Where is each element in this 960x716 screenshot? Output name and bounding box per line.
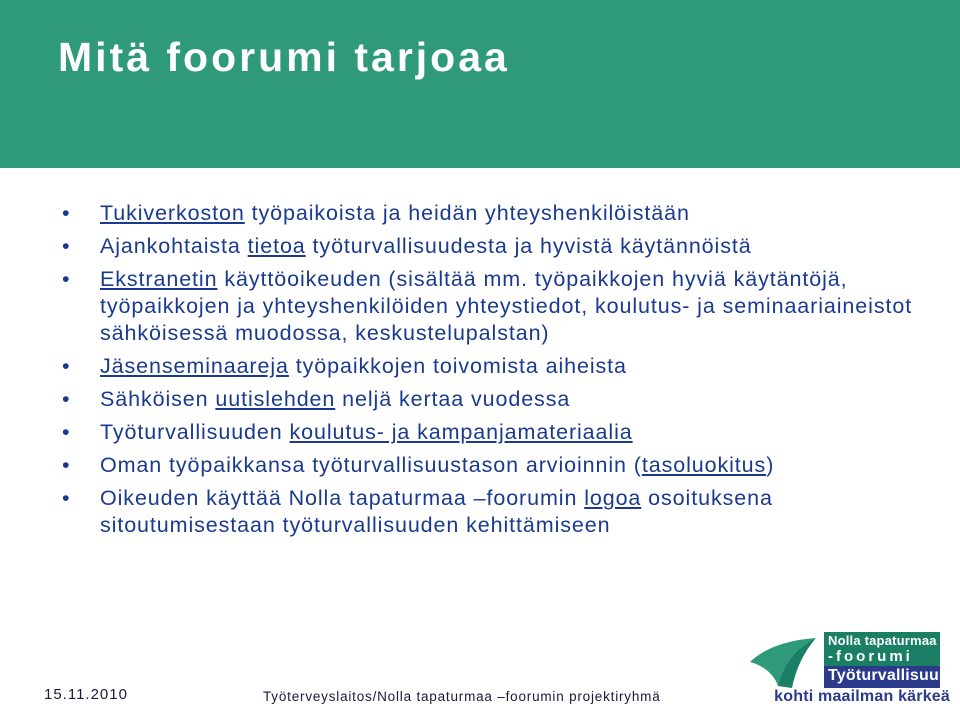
- bullet-text: Työturvallisuuden: [100, 420, 290, 444]
- bullet-link[interactable]: Ekstranetin: [100, 267, 218, 291]
- bullet-text: työturvallisuudesta ja hyvistä käytännöistä: [305, 234, 752, 258]
- bullet-text: Ajankohtaista: [100, 234, 248, 258]
- bullet-text: Oman työpaikkansa työturvallisuustason arvioinnin (: [100, 453, 642, 477]
- title-banner: [0, 0, 960, 168]
- bullet-link[interactable]: koulutus- ja kampanjamateriaalia: [289, 420, 633, 444]
- bullet-dot-icon: •: [62, 201, 71, 225]
- logo-safety-badge: [824, 666, 949, 688]
- bullet-text: Sähköisen: [100, 387, 216, 411]
- logo-line-1: Nolla tapaturmaa: [828, 633, 937, 648]
- bullet-item: [62, 386, 932, 413]
- bullet-text: työpaikoista ja heidän yhteyshenkilöistään: [244, 201, 690, 225]
- bullet-link[interactable]: tasoluokitus: [641, 453, 767, 477]
- bullet-item: [62, 200, 932, 227]
- bullet-text: käyttöoikeuden (sisältää mm. työpaikkojen hyviä käytäntöjä, työpaikkojen ja yhteyshenkilöiden yhteystiedot, koulutus- ja seminaariaineistot sähköisessä muodossa, keskustelupalstan): [100, 267, 913, 345]
- swoosh-logo-icon: [744, 628, 828, 692]
- bullet-item: [62, 485, 932, 539]
- bullet-item: [62, 452, 932, 479]
- bullet-text: osoituksena sitoutumisestaan työturvallisuuden kehittämiseen: [100, 486, 773, 537]
- footer-date: 15.11.2010: [44, 686, 128, 703]
- bullet-item: [62, 353, 932, 380]
- bullet-content: [62, 200, 932, 545]
- bullet-text: ): [766, 453, 775, 477]
- bullet-item: [62, 233, 932, 260]
- page-title: Mitä foorumi tarjoaa: [58, 34, 510, 80]
- bullet-dot-icon: •: [62, 267, 71, 291]
- bullet-dot-icon: •: [62, 453, 71, 477]
- bullet-dot-icon: •: [62, 486, 71, 510]
- logo-line-2: -foorumi: [828, 648, 913, 665]
- footer-credit: Työterveyslaitos/Nolla tapaturmaa –foorumin projektiryhmä: [263, 689, 661, 704]
- bullet-text: työpaikkojen toivomista aiheista: [288, 354, 627, 378]
- forum-logo: [744, 628, 950, 710]
- bullet-item: [62, 419, 932, 446]
- bullet-dot-icon: •: [62, 420, 71, 444]
- bullet-item: [62, 266, 932, 347]
- bullet-dot-icon: •: [62, 354, 71, 378]
- bullet-link[interactable]: Jäsenseminaareja: [100, 354, 289, 378]
- bullet-link[interactable]: tietoa: [247, 234, 306, 258]
- bullet-dot-icon: •: [62, 234, 71, 258]
- logo-slogan: kohti maailman kärkeä: [774, 688, 950, 705]
- bullet-link[interactable]: uutislehden: [215, 387, 336, 411]
- bullet-link[interactable]: logoa: [584, 486, 642, 510]
- logo-forum-badge: [824, 632, 940, 666]
- bullet-list: [62, 200, 932, 539]
- bullet-text: Oikeuden käyttää Nolla tapaturmaa –foorumin: [100, 486, 585, 510]
- logo-line-3: Työturvallisuus: [828, 667, 949, 684]
- bullet-text: neljä kertaa vuodessa: [335, 387, 571, 411]
- bullet-link[interactable]: Tukiverkoston: [100, 201, 245, 225]
- bullet-dot-icon: •: [62, 387, 71, 411]
